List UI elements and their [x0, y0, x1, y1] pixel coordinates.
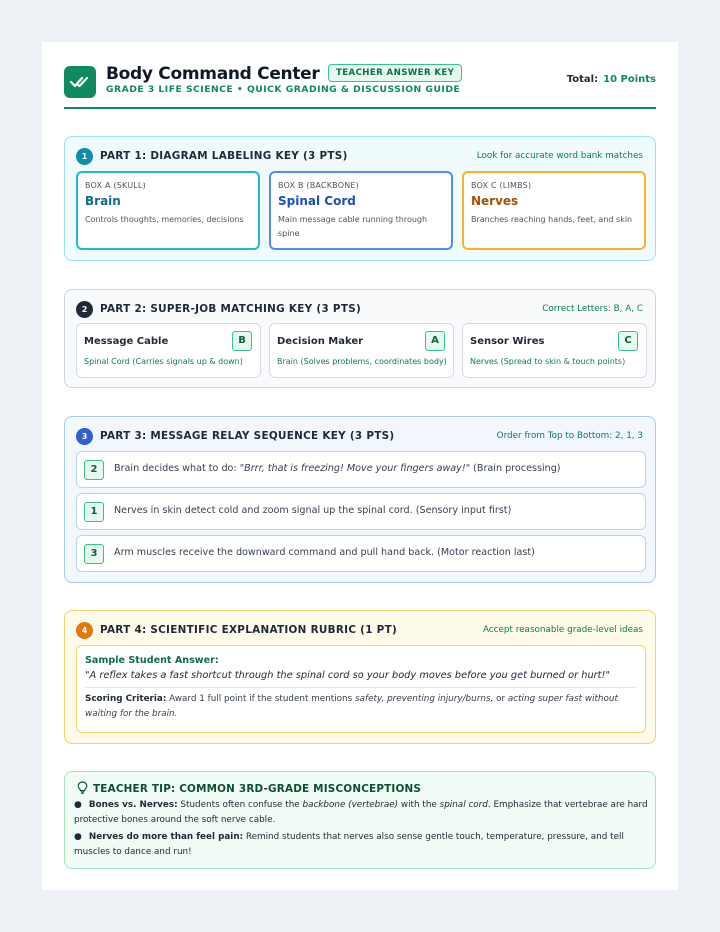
tip-item-heading: Nerves do more than feel pain:: [88, 831, 244, 842]
label-box-desc: Branches reaching hands, feet, and skin: [471, 215, 633, 224]
sequence-order: 1: [84, 502, 104, 522]
tip-item: ● Bones vs. Nerves: Students often confuse the backbone (vertebrae) with the spinal cord. Emphasize that vertebrae are hard protective bones around the soft nerve cable.: [74, 800, 648, 826]
tip-item-emphasis: backbone (vertebrae): [302, 800, 399, 810]
part3-number: 3: [76, 428, 93, 445]
match-answer: Brain (Solves problems, coordinates body): [277, 357, 447, 366]
total-value: 10 Points: [603, 74, 656, 85]
match-job: Sensor Wires: [470, 336, 545, 347]
label-box-caption: BOX C (LIMBS): [471, 181, 532, 190]
tip-item-emphasis: spinal cord: [439, 800, 488, 810]
part2-section: [64, 289, 656, 388]
part1-number: 1: [76, 148, 93, 165]
part4-title: PART 4: SCIENTIFIC EXPLANATION RUBRIC (1 PT): [100, 624, 398, 636]
label-box-answer: Nerves: [471, 194, 519, 208]
label-box-b: [269, 171, 453, 250]
page-subtitle: GRADE 3 LIFE SCIENCE • QUICK GRADING & DISCUSSION GUIDE: [106, 84, 461, 95]
match-answer: Nerves (Spread to skin & touch points): [470, 357, 626, 366]
match-card: [462, 323, 647, 378]
sample-answer-box: [76, 645, 646, 733]
sequence-order: 2: [84, 460, 104, 480]
match-answer: Spinal Cord (Carries signals up & down): [84, 357, 243, 366]
tip-list: [74, 798, 650, 862]
tip-item: ● Nerves do more than feel pain: Remind students that nerves also sense gentle touch, temperature, pressure, and tell muscles to dance and run!: [74, 831, 624, 858]
sequence-row: [76, 535, 646, 572]
part1-section: [64, 136, 656, 261]
match-job: Decision Maker: [277, 336, 364, 347]
label-box-answer: Brain: [85, 194, 121, 208]
label-box-answer: Spinal Cord: [278, 194, 356, 208]
match-job: Message Cable: [84, 336, 169, 347]
sequence-text: [114, 547, 535, 558]
criteria-text: Award 1 full point if the student mentions: [166, 694, 356, 704]
criteria-label: Scoring Criteria:: [85, 694, 167, 704]
part3-title: PART 3: MESSAGE RELAY SEQUENCE KEY (3 PTS): [100, 430, 395, 442]
sequence-tail: (Brain processing): [470, 463, 561, 474]
double-check-icon: [70, 74, 90, 90]
divider: [85, 687, 637, 688]
total-points: [567, 74, 656, 85]
criteria-emphasis: safety, preventing injury/burns,: [355, 694, 494, 704]
teacher-tip-section: [64, 771, 656, 869]
sample-answer-label: Sample Student Answer:: [85, 655, 219, 666]
part4-note: Accept reasonable grade-level ideas: [482, 625, 643, 635]
sequence-text: [114, 505, 511, 516]
tip-item-text: . Emphasize that vertebrae are hard protective bones around the soft nerve cable.: [74, 800, 648, 826]
tip-item-text: Students often confuse the: [177, 800, 303, 810]
label-box-caption: BOX B (BACKBONE): [278, 181, 359, 190]
sequence-quote: "Brrr, that is freezing! Move your fingers away!": [239, 463, 471, 474]
part2-title: PART 2: SUPER-JOB MATCHING KEY (3 PTS): [100, 303, 362, 315]
part1-note: Look for accurate word bank matches: [476, 151, 643, 161]
sequence-order: 3: [84, 544, 104, 564]
sequence-text: [114, 463, 561, 474]
part4-header: [76, 622, 643, 640]
label-box-c: [462, 171, 646, 250]
tip-item-text: Remind students that nerves also sense gentle touch, temperature, pressure, and tell muscles to dance and run!: [74, 831, 624, 858]
header-divider: [64, 107, 656, 109]
tip-item-text: with the: [398, 800, 440, 810]
match-card: [76, 323, 261, 378]
criteria-text: or: [493, 694, 508, 704]
part1-header: [76, 148, 643, 166]
page-title: Body Command Center: [106, 64, 320, 84]
part4-number: 4: [76, 622, 93, 639]
tip-item-heading: Bones vs. Nerves:: [88, 800, 178, 810]
part2-note: Correct Letters: B, A, C: [542, 304, 643, 314]
header: [64, 64, 656, 110]
logo: [64, 66, 96, 98]
tip-title: [77, 781, 421, 795]
part3-header: [76, 428, 643, 446]
part3-note: Order from Top to Bottom: 2, 1, 3: [496, 431, 643, 441]
label-box-a: [76, 171, 260, 250]
scoring-criteria: [85, 692, 637, 722]
label-box-desc: Main message cable running through spine: [278, 215, 428, 238]
sequence-lead: Brain decides what to do:: [114, 463, 240, 474]
sequence-row: [76, 451, 646, 488]
sequence-lead: Arm muscles receive the downward command and pull hand back. (Motor reaction last): [114, 547, 535, 558]
total-label: Total:: [566, 74, 599, 85]
tip-title-text: TEACHER TIP: COMMON 3RD-GRADE MISCONCEPTIONS: [93, 783, 422, 795]
answer-key-page: [42, 42, 678, 890]
label-box-caption: BOX A (SKULL): [85, 181, 146, 190]
answer-key-badge: TEACHER ANSWER KEY: [328, 64, 462, 82]
match-letter: B: [232, 331, 252, 351]
part3-section: [64, 416, 656, 583]
match-card: [269, 323, 454, 378]
part2-number: 2: [76, 301, 93, 318]
label-box-desc: Controls thoughts, memories, decisions: [85, 215, 244, 224]
sample-answer-quote: "A reflex takes a fast shortcut through the spinal cord so your body moves before you get burned or hurt!": [85, 670, 610, 681]
part1-title: PART 1: DIAGRAM LABELING KEY (3 PTS): [100, 150, 348, 162]
part2-header: [76, 301, 643, 319]
lightbulb-icon: [77, 781, 88, 794]
part4-section: [64, 610, 656, 744]
criteria-emphasis: acting super fast without waiting for the brain.: [85, 694, 618, 719]
sequence-row: [76, 493, 646, 530]
match-letter: C: [618, 331, 638, 351]
match-letter: A: [425, 331, 445, 351]
sequence-lead: Nerves in skin detect cold and zoom signal up the spinal cord. (Sensory input first): [114, 505, 512, 516]
